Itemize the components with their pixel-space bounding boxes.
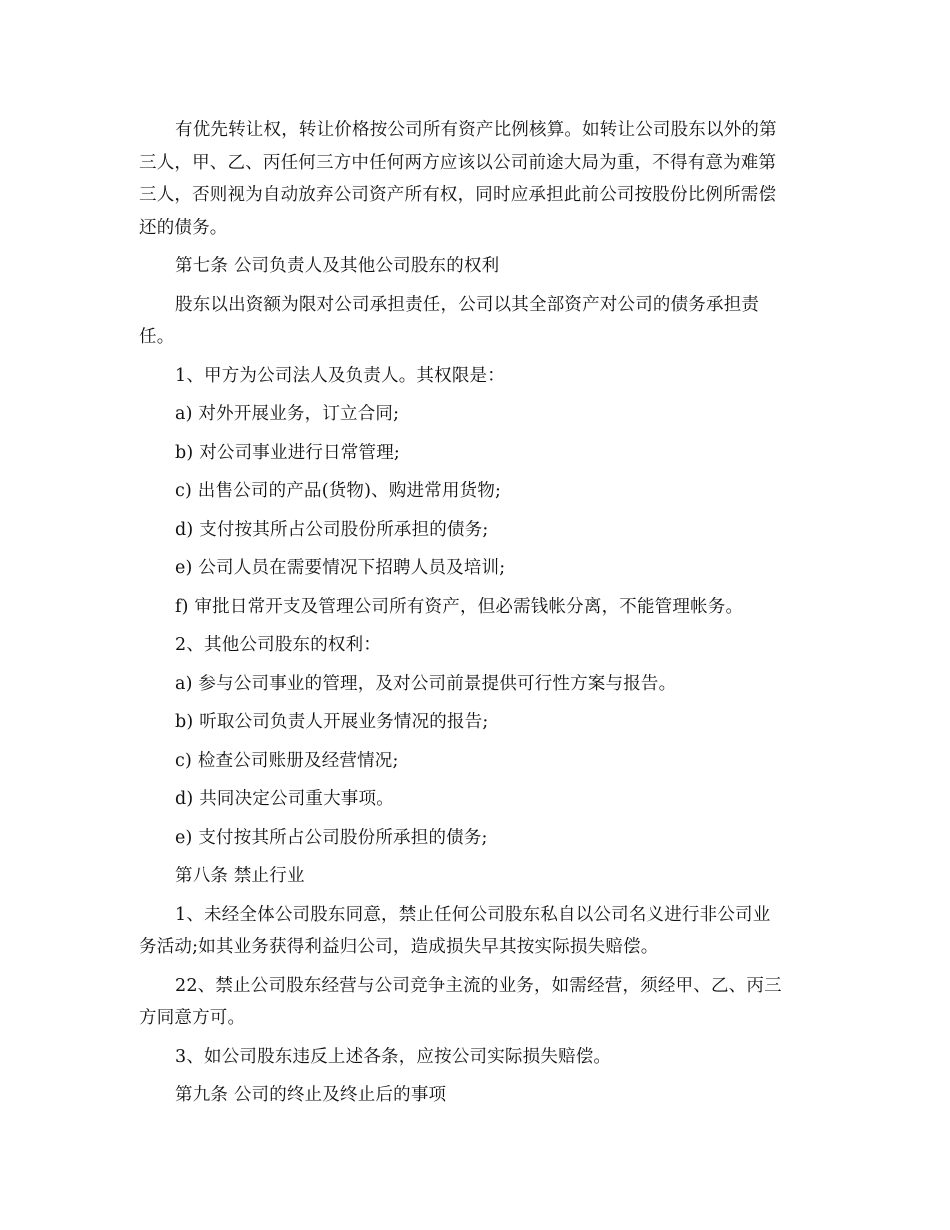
list-item: c) 检查公司账册及经营情况; xyxy=(175,750,399,771)
text-line: 三人，甲、乙、丙任何三方中任何两方应该以公司前途大局为重，不得有意为难第 xyxy=(139,152,777,173)
paragraph-liability xyxy=(139,289,811,354)
list-heading-other-shareholders: 2、其他公司股东的权利： xyxy=(175,635,382,655)
text-line: 有优先转让权，转让价格按公司所有资产比例核算。如转让公司股东以外的第 xyxy=(175,120,777,140)
list-item: a) 对外开展业务，订立合同; xyxy=(175,404,400,424)
list-item: f) 审批日常开支及管理公司所有资产，但必需钱帐分离，不能管理帐务。 xyxy=(175,596,744,617)
paragraph-prohibition-1 xyxy=(139,899,811,964)
list-item: d) 支付按其所占公司股份所承担的债务; xyxy=(175,519,489,540)
text-line: 务活动;如其业务获得利益归公司，造成损失早其按实际损失赔偿。 xyxy=(139,937,659,957)
article-7-heading: 第七条 公司负责人及其他公司股东的权利 xyxy=(175,256,500,276)
text-line: 1、未经全体公司股东同意，禁止任何公司股东私自以公司名义进行非公司业 xyxy=(175,904,771,925)
article-9-heading: 第九条 公司的终止及终止后的事项 xyxy=(175,1085,447,1105)
list-heading-party-a: 1、甲方为公司法人及负责人。其权限是： xyxy=(175,365,505,386)
paragraph-prohibition-2 xyxy=(139,970,811,1035)
text-line: 三人，否则视为自动放弃公司资产所有权，同时应承担此前公司按股份比例所需偿 xyxy=(139,185,777,205)
list-item: c) 出售公司的产品(货物)、购进常用货物; xyxy=(175,481,502,501)
text-line: 方同意方可。 xyxy=(139,1008,246,1028)
text-line: 22、禁止公司股东经营与公司竞争主流的业务，如需经营，须经甲、乙、丙三 xyxy=(175,975,782,996)
article-8-heading: 第八条 禁止行业 xyxy=(175,866,305,886)
list-item: b) 听取公司负责人开展业务情况的报告; xyxy=(175,712,489,732)
list-item: b) 对公司事业进行日常管理; xyxy=(175,442,400,463)
paragraph-prohibition-3: 3、如公司股东违反上述各条，应按公司实际损失赔偿。 xyxy=(175,1046,612,1067)
list-item: a) 参与公司事业的管理，及对公司前景提供可行性方案与报告。 xyxy=(175,673,677,694)
text-line: 还的债务。 xyxy=(139,217,228,238)
text-line: 任。 xyxy=(139,327,175,347)
list-item: e) 支付按其所占公司股份所承担的债务; xyxy=(175,827,488,848)
list-item: e) 公司人员在需要情况下招聘人员及培训; xyxy=(175,558,506,578)
text-line: 股东以出资额为限对公司承担责任，公司以其全部资产对公司的债务承担责 xyxy=(175,294,760,315)
document-body xyxy=(139,114,811,1112)
paragraph-transfer-rights xyxy=(139,114,811,244)
list-item: d) 共同决定公司重大事项。 xyxy=(175,789,394,809)
